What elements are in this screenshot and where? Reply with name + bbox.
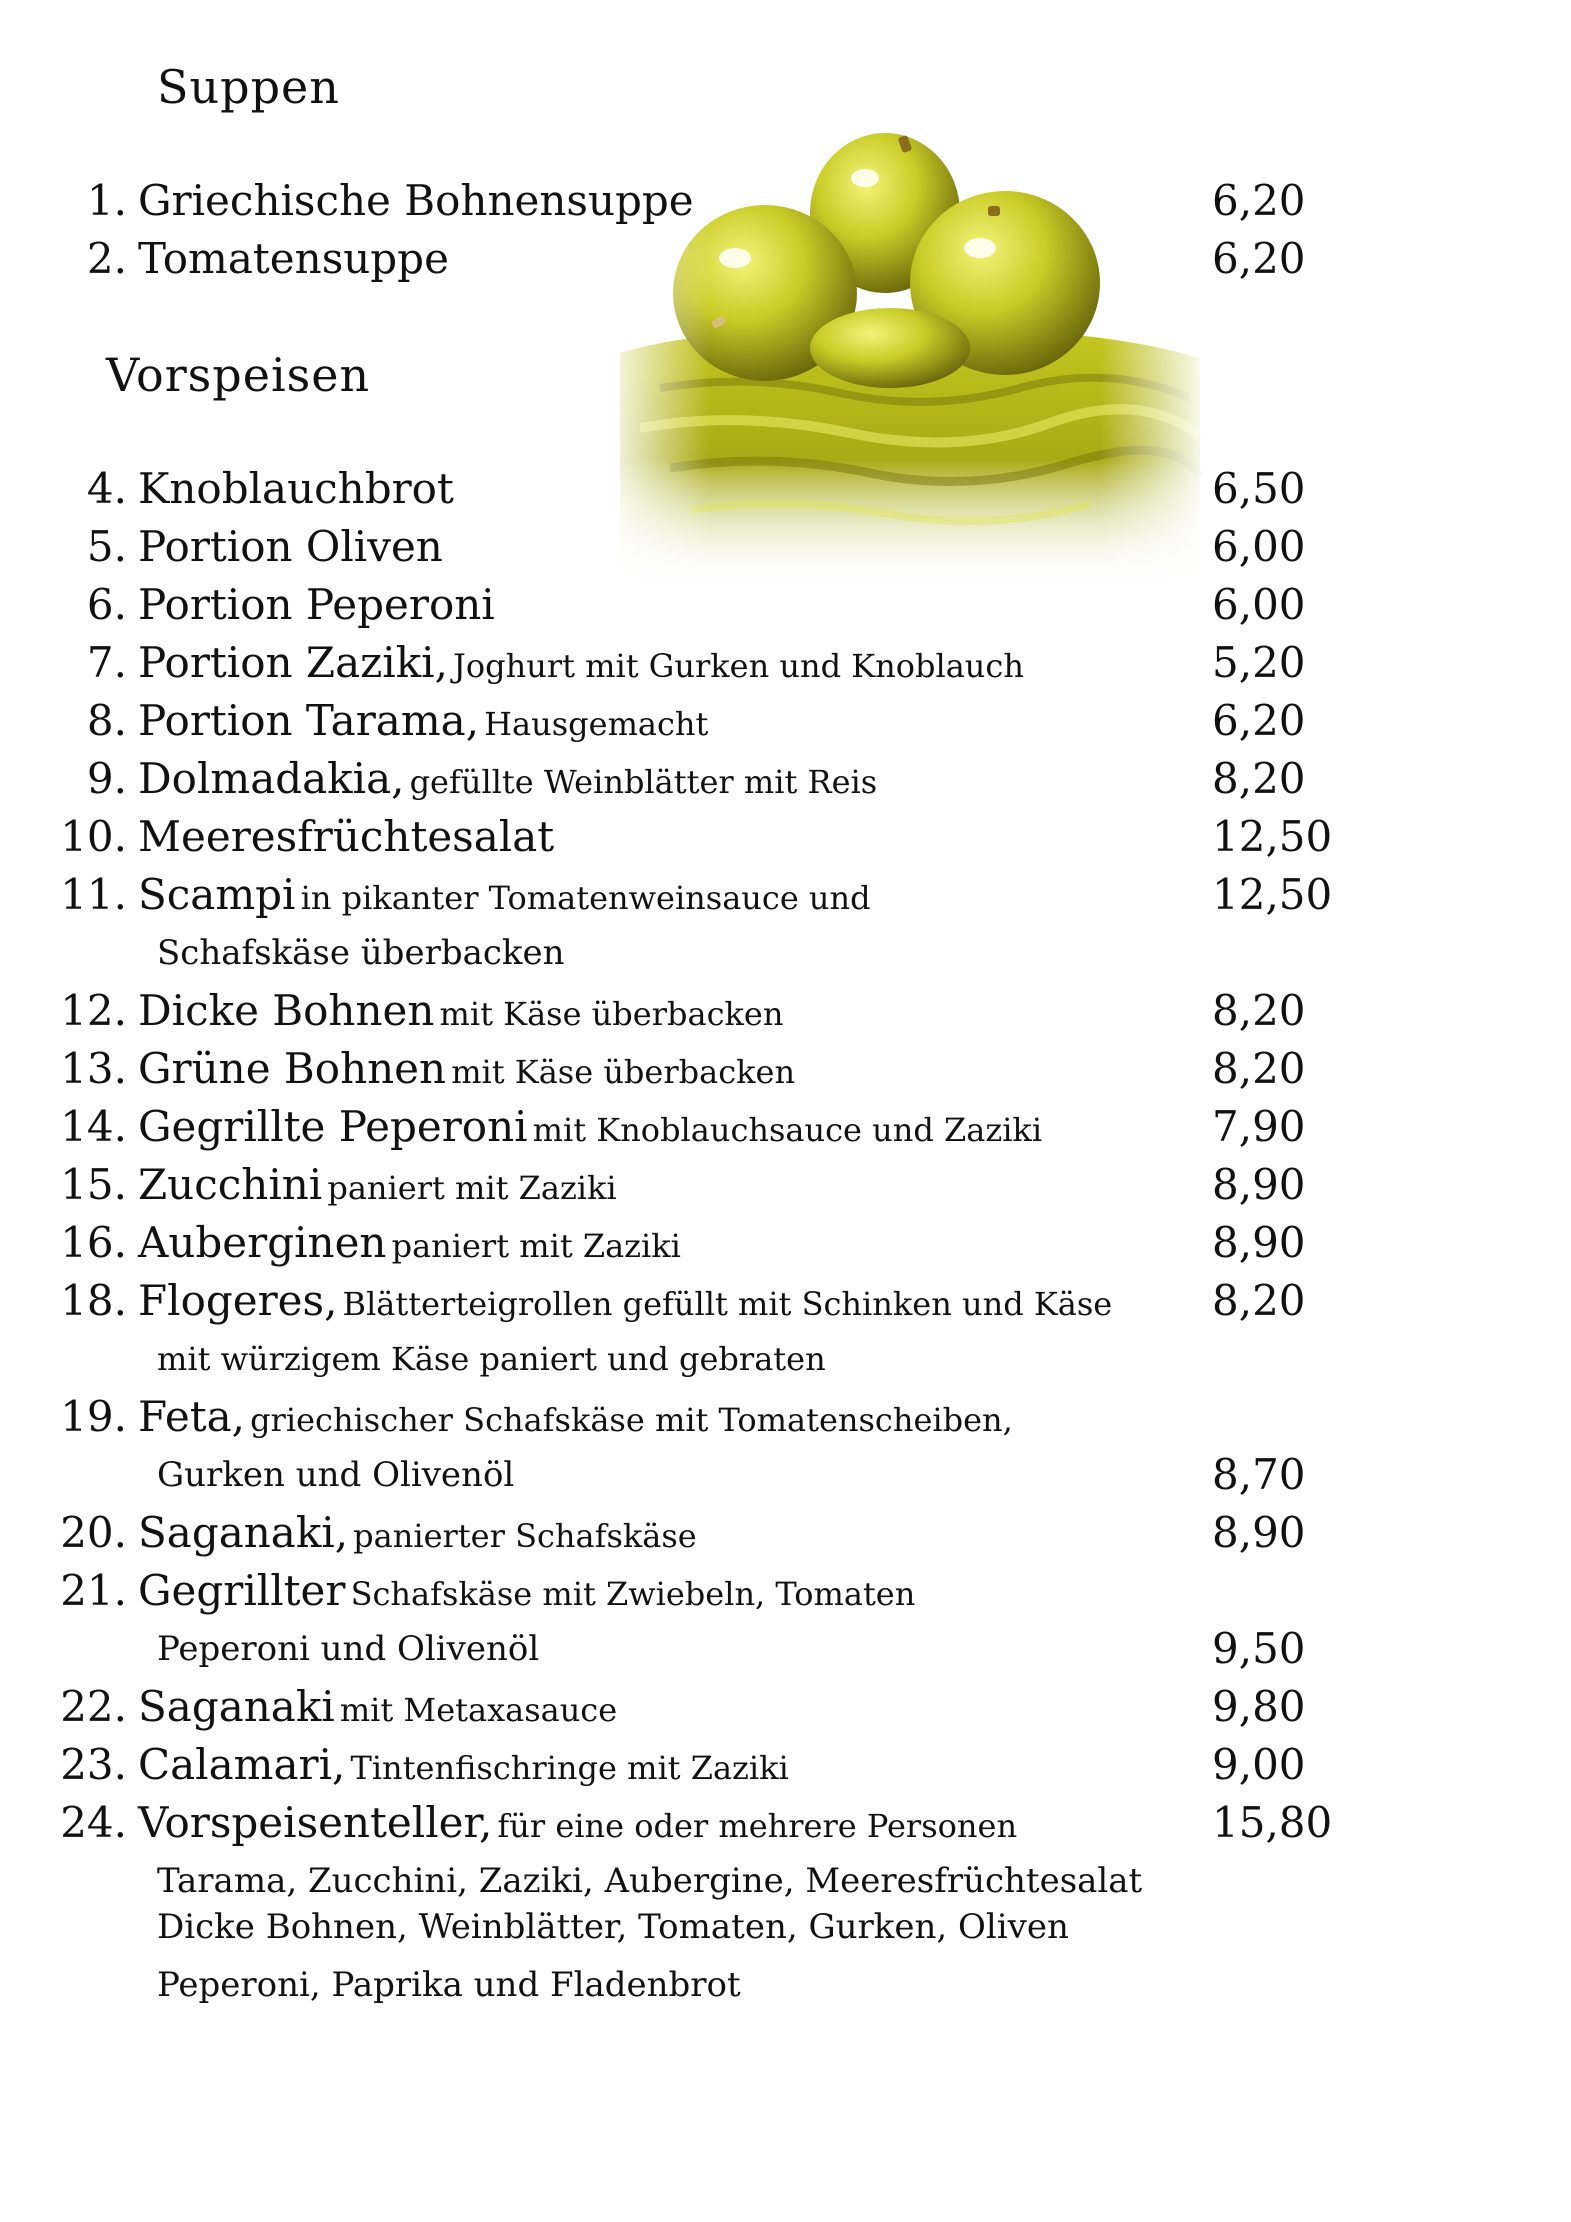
menu-item-continuation: [0, 1330, 1571, 1388]
item-number: 15.: [60, 1160, 127, 1209]
item-description: mit Metaxasauce: [339, 1691, 618, 1729]
teller-detail-line: [0, 1898, 1571, 1956]
item-description-continuation: Schafskäse überbacken: [157, 933, 565, 973]
item-text: [138, 1098, 1042, 1165]
item-number: 21.: [60, 1566, 127, 1615]
menu-item: [0, 808, 1571, 866]
item-name: Dolmadakia,: [138, 754, 405, 803]
item-name: Tomatensuppe: [138, 234, 449, 283]
menu-item: [0, 1678, 1571, 1736]
item-price: 8,90: [1212, 1218, 1306, 1267]
item-number: 9.: [86, 754, 127, 803]
item-name: Scampi: [138, 870, 296, 919]
item-number: 1.: [86, 176, 127, 225]
item-number: 18.: [60, 1276, 127, 1325]
item-text: [138, 518, 443, 585]
item-text: [138, 576, 495, 643]
menu-item: [0, 750, 1571, 808]
item-description: mit Käse überbacken: [439, 995, 784, 1033]
teller-detail-text: Tarama, Zucchini, Zaziki, Aubergine, Meeresfrüchtesalat: [157, 1861, 1143, 1901]
teller-detail-text: Peperoni, Paprika und Fladenbrot: [157, 1965, 741, 2005]
section-title-vorspeisen: Vorspeisen: [106, 348, 371, 402]
item-number: 20.: [60, 1508, 127, 1557]
item-number: 13.: [60, 1044, 127, 1093]
section-title-suppen: Suppen: [157, 60, 340, 114]
item-price: 15,80: [1212, 1798, 1333, 1847]
item-name: Portion Tarama,: [138, 696, 480, 745]
teller-detail-text: Dicke Bohnen, Weinblätter, Tomaten, Gurken, Oliven: [157, 1907, 1069, 1947]
item-name: Vorspeisenteller,: [138, 1798, 493, 1847]
item-text: [138, 750, 877, 817]
menu-item: [0, 518, 1571, 576]
item-name: Portion Oliven: [138, 522, 443, 571]
item-text: [138, 1040, 795, 1107]
item-price: 6,00: [1212, 522, 1306, 571]
item-price: 8,20: [1212, 986, 1306, 1035]
item-number: 7.: [86, 638, 127, 687]
item-number: 11.: [60, 870, 127, 919]
item-description: Tintenfischringe mit Zaziki: [350, 1749, 789, 1787]
item-text: [138, 1214, 681, 1281]
item-price: 9,80: [1212, 1682, 1306, 1731]
item-description-continuation: Peperoni und Olivenöl: [157, 1629, 540, 1669]
item-number: 2.: [86, 234, 127, 283]
item-price: 6,00: [1212, 580, 1306, 629]
item-price: 8,70: [1212, 1450, 1306, 1499]
item-text: [138, 1388, 1013, 1455]
menu-item: [0, 460, 1571, 518]
item-name: Gegrillter: [138, 1566, 346, 1615]
menu-item: [0, 692, 1571, 750]
item-price: 8,20: [1212, 1276, 1306, 1325]
item-price: 12,50: [1212, 812, 1333, 861]
menu-item: [0, 172, 1571, 230]
item-text: [138, 460, 454, 527]
item-text: [138, 172, 694, 239]
item-description: Schafskäse mit Zwiebeln, Tomaten: [350, 1575, 916, 1613]
item-text: [138, 1272, 1112, 1339]
item-description: gefüllte Weinblätter mit Reis: [409, 763, 878, 801]
item-description: paniert mit Zaziki: [327, 1169, 617, 1207]
item-text: [138, 808, 554, 875]
item-text: [138, 1794, 1017, 1861]
item-description: für eine oder mehrere Personen: [497, 1807, 1018, 1845]
item-number: 4.: [86, 464, 127, 513]
item-number: 6.: [86, 580, 127, 629]
item-name: Saganaki: [138, 1682, 335, 1731]
item-description: panierter Schafskäse: [353, 1517, 697, 1555]
menu-item: [0, 1156, 1571, 1214]
item-number: 19.: [60, 1392, 127, 1441]
item-name: Grüne Bohnen: [138, 1044, 447, 1093]
item-name: Feta,: [138, 1392, 245, 1441]
item-price: 6,20: [1212, 176, 1306, 225]
menu-item: [0, 1736, 1571, 1794]
item-description: paniert mit Zaziki: [391, 1227, 681, 1265]
item-name: Flogeres,: [138, 1276, 338, 1325]
item-name: Griechische Bohnensuppe: [138, 176, 694, 225]
menu-item: [0, 634, 1571, 692]
item-name: Meeresfrüchtesalat: [138, 812, 555, 861]
item-number: 10.: [60, 812, 127, 861]
item-text: [138, 1678, 617, 1745]
menu-item: [0, 982, 1571, 1040]
menu-item: [0, 1562, 1571, 1620]
item-description: griechischer Schafskäse mit Tomatenscheiben,: [250, 1401, 1013, 1439]
item-price: 6,20: [1212, 234, 1306, 283]
item-number: 8.: [86, 696, 127, 745]
item-text: [138, 1562, 915, 1629]
menu-item: [0, 1388, 1571, 1446]
item-name: Calamari,: [138, 1740, 346, 1789]
menu-item: [0, 1214, 1571, 1272]
item-description: in pikanter Tomatenweinsauce und: [300, 879, 871, 917]
item-name: Portion Zaziki,: [138, 638, 448, 687]
teller-detail-line: [0, 1956, 1571, 2014]
item-number: 22.: [60, 1682, 127, 1731]
menu-item: [0, 230, 1571, 288]
item-name: Auberginen: [138, 1218, 387, 1267]
item-price: 8,20: [1212, 1044, 1306, 1093]
item-text: [138, 982, 783, 1049]
item-text: [138, 1504, 697, 1571]
item-name: Saganaki,: [138, 1508, 349, 1557]
item-number: 5.: [86, 522, 127, 571]
item-text: [138, 1736, 789, 1803]
item-description-continuation: mit würzigem Käse paniert und gebraten: [157, 1340, 826, 1378]
item-number: 16.: [60, 1218, 127, 1267]
item-name: Gegrillte Peperoni: [138, 1102, 528, 1151]
item-number: 14.: [60, 1102, 127, 1151]
item-price: 7,90: [1212, 1102, 1306, 1151]
item-price: 8,20: [1212, 754, 1306, 803]
item-number: 12.: [60, 986, 127, 1035]
item-price: 8,90: [1212, 1508, 1306, 1557]
item-name: Knoblauchbrot: [138, 464, 454, 513]
menu-item: [0, 576, 1571, 634]
menu-item: [0, 1794, 1571, 1852]
item-description: Blätterteigrollen gefüllt mit Schinken und Käse: [342, 1285, 1113, 1323]
item-price: 6,50: [1212, 464, 1306, 513]
item-description-continuation: Gurken und Olivenöl: [157, 1455, 515, 1495]
menu-item: [0, 1098, 1571, 1156]
item-description: Hausgemacht: [484, 705, 709, 743]
item-price: 9,50: [1212, 1624, 1306, 1673]
item-name: Portion Peperoni: [138, 580, 495, 629]
menu-item: [0, 1504, 1571, 1562]
item-name: Dicke Bohnen: [138, 986, 435, 1035]
item-description: mit Knoblauchsauce und Zaziki: [532, 1111, 1043, 1149]
item-price: 5,20: [1212, 638, 1306, 687]
item-text: [138, 230, 449, 297]
item-text: [138, 1156, 617, 1223]
item-price: 6,20: [1212, 696, 1306, 745]
item-price: 9,00: [1212, 1740, 1306, 1789]
item-price: 12,50: [1212, 870, 1333, 919]
item-description: Joghurt mit Gurken und Knoblauch: [453, 647, 1024, 685]
menu-item: [0, 1272, 1571, 1330]
item-text: [138, 634, 1024, 701]
item-text: [138, 692, 708, 759]
menu-item-continuation: [0, 1620, 1571, 1678]
item-text: [138, 866, 871, 933]
item-price: 8,90: [1212, 1160, 1306, 1209]
menu-item-continuation: [0, 1446, 1571, 1504]
menu-item: [0, 1040, 1571, 1098]
item-description: mit Käse überbacken: [451, 1053, 796, 1091]
menu-item-continuation: [0, 924, 1571, 982]
menu-item: [0, 866, 1571, 924]
item-name: Zucchini: [138, 1160, 323, 1209]
item-number: 23.: [60, 1740, 127, 1789]
item-number: 24.: [60, 1798, 127, 1847]
